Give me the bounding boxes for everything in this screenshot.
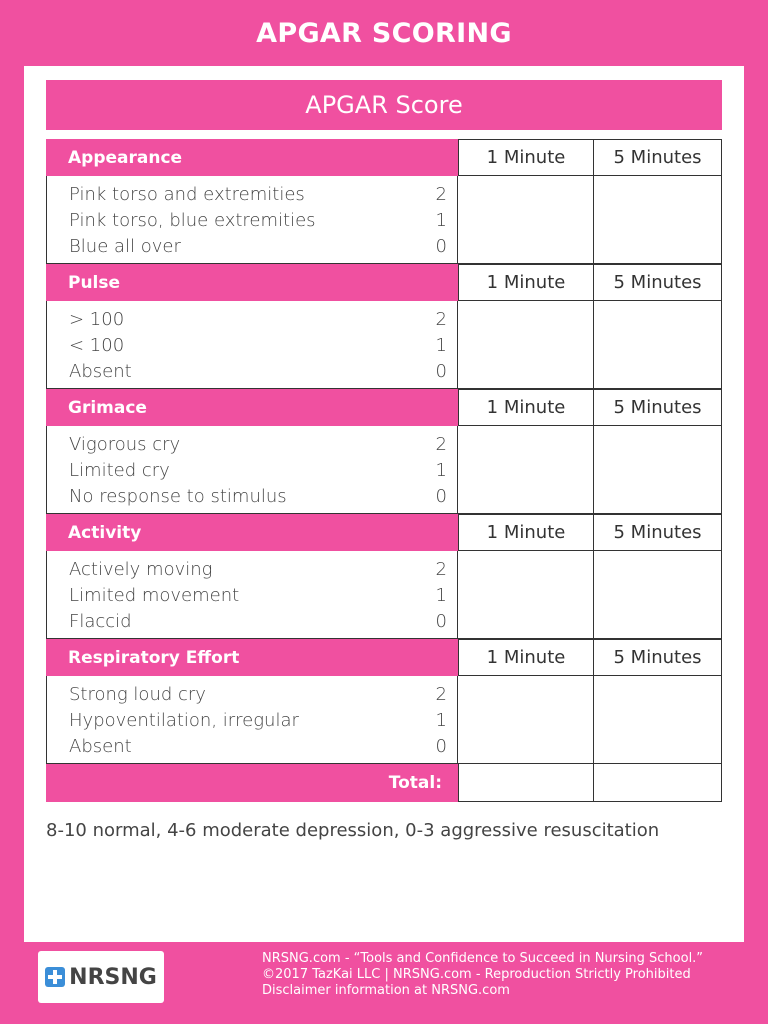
criterion <box>69 234 447 260</box>
column-5-minutes: 5 Minutes <box>594 264 722 301</box>
criterion-label: No response to stimulus <box>69 486 287 507</box>
criterion <box>69 333 447 359</box>
criterion <box>69 708 447 734</box>
score-cell-5-minutes[interactable] <box>594 676 722 764</box>
criterion-score: 0 <box>435 611 447 632</box>
score-cell-5-minutes[interactable] <box>594 301 722 389</box>
medical-cross-icon <box>45 967 65 987</box>
score-cell-1-minute[interactable] <box>458 176 594 264</box>
column-1-minute: 1 Minute <box>458 264 594 301</box>
criterion-score: 1 <box>435 210 447 231</box>
criterion <box>69 484 447 510</box>
score-cell-1-minute[interactable] <box>458 426 594 514</box>
criterion-score: 2 <box>435 309 447 330</box>
total-cell-5-minutes[interactable] <box>594 764 722 802</box>
criterion-score: 0 <box>435 361 447 382</box>
criteria-list <box>46 676 458 764</box>
category-body-appearance <box>46 176 722 264</box>
criterion-label: Hypoventilation, irregular <box>69 710 299 731</box>
apgar-card <box>24 66 744 942</box>
score-cell-5-minutes[interactable] <box>594 176 722 264</box>
criterion <box>69 557 447 583</box>
criterion-label: Strong loud cry <box>69 684 206 705</box>
criteria-list <box>46 176 458 264</box>
criterion-score: 2 <box>435 559 447 580</box>
column-5-minutes: 5 Minutes <box>594 514 722 551</box>
category-header-appearance <box>46 139 722 176</box>
page-title: APGAR SCORING <box>256 17 512 49</box>
criterion-score: 0 <box>435 736 447 757</box>
criterion-label: Absent <box>69 736 132 757</box>
category-name: Pulse <box>46 264 458 301</box>
apgar-table <box>46 139 722 802</box>
criterion-score: 1 <box>435 335 447 356</box>
category-name: Respiratory Effort <box>46 639 458 676</box>
criteria-list <box>46 426 458 514</box>
criterion-label: Actively moving <box>69 559 213 580</box>
category-header-grimace <box>46 389 722 426</box>
logo-text: NRSNG <box>69 964 157 990</box>
category-body-respiratory-effort <box>46 676 722 764</box>
nrsng-logo[interactable] <box>38 951 164 1003</box>
criterion <box>69 734 447 760</box>
criterion <box>69 458 447 484</box>
criterion-label: < 100 <box>69 335 125 356</box>
criterion-score: 2 <box>435 434 447 455</box>
column-5-minutes: 5 Minutes <box>594 389 722 426</box>
criterion-score: 1 <box>435 460 447 481</box>
total-cell-1-minute[interactable] <box>458 764 594 802</box>
criterion <box>69 609 447 635</box>
footer-disclaimer: Disclaimer information at NRSNG.com <box>262 983 510 998</box>
score-cell-5-minutes[interactable] <box>594 426 722 514</box>
score-banner: APGAR Score <box>46 80 722 130</box>
column-5-minutes: 5 Minutes <box>594 639 722 676</box>
category-name: Activity <box>46 514 458 551</box>
column-1-minute: 1 Minute <box>458 639 594 676</box>
criterion-score: 1 <box>435 585 447 606</box>
column-1-minute: 1 Minute <box>458 514 594 551</box>
footer-info <box>262 951 762 999</box>
criterion-label: > 100 <box>69 309 125 330</box>
criterion <box>69 432 447 458</box>
criterion-label: Vigorous cry <box>69 434 181 455</box>
criteria-list <box>46 301 458 389</box>
footer-copyright: ©2017 TazKai LLC | NRSNG.com - Reproduction Strictly Prohibited <box>262 967 691 982</box>
criterion <box>69 583 447 609</box>
criteria-list <box>46 551 458 639</box>
criterion <box>69 682 447 708</box>
category-body-grimace <box>46 426 722 514</box>
column-1-minute: 1 Minute <box>458 389 594 426</box>
score-cell-1-minute[interactable] <box>458 551 594 639</box>
score-cell-1-minute[interactable] <box>458 676 594 764</box>
criterion-label: Flaccid <box>69 611 132 632</box>
score-interpretation: 8-10 normal, 4-6 moderate depression, 0-3 aggressive resuscitation <box>46 820 660 841</box>
criterion-score: 2 <box>435 684 447 705</box>
score-cell-5-minutes[interactable] <box>594 551 722 639</box>
category-header-activity <box>46 514 722 551</box>
column-1-minute: 1 Minute <box>458 139 594 176</box>
criterion-label: Blue all over <box>69 236 181 257</box>
criterion <box>69 307 447 333</box>
category-body-activity <box>46 551 722 639</box>
category-name: Grimace <box>46 389 458 426</box>
criterion-label: Limited movement <box>69 585 240 606</box>
criterion-score: 2 <box>435 184 447 205</box>
criterion-label: Limited cry <box>69 460 170 481</box>
category-name: Appearance <box>46 139 458 176</box>
criterion-score: 1 <box>435 710 447 731</box>
criterion-label: Pink torso and extremities <box>69 184 305 205</box>
total-label: Total: <box>46 764 458 802</box>
category-header-respiratory-effort <box>46 639 722 676</box>
footer-tagline: NRSNG.com - “Tools and Confidence to Succeed in Nursing School.” <box>262 951 704 966</box>
criterion-label: Absent <box>69 361 132 382</box>
criterion-label: Pink torso, blue extremities <box>69 210 316 231</box>
total-row <box>46 764 722 802</box>
column-5-minutes: 5 Minutes <box>594 139 722 176</box>
criterion-score: 0 <box>435 486 447 507</box>
criterion <box>69 182 447 208</box>
score-cell-1-minute[interactable] <box>458 301 594 389</box>
category-body-pulse <box>46 301 722 389</box>
category-header-pulse <box>46 264 722 301</box>
criterion <box>69 359 447 385</box>
criterion-score: 0 <box>435 236 447 257</box>
criterion <box>69 208 447 234</box>
